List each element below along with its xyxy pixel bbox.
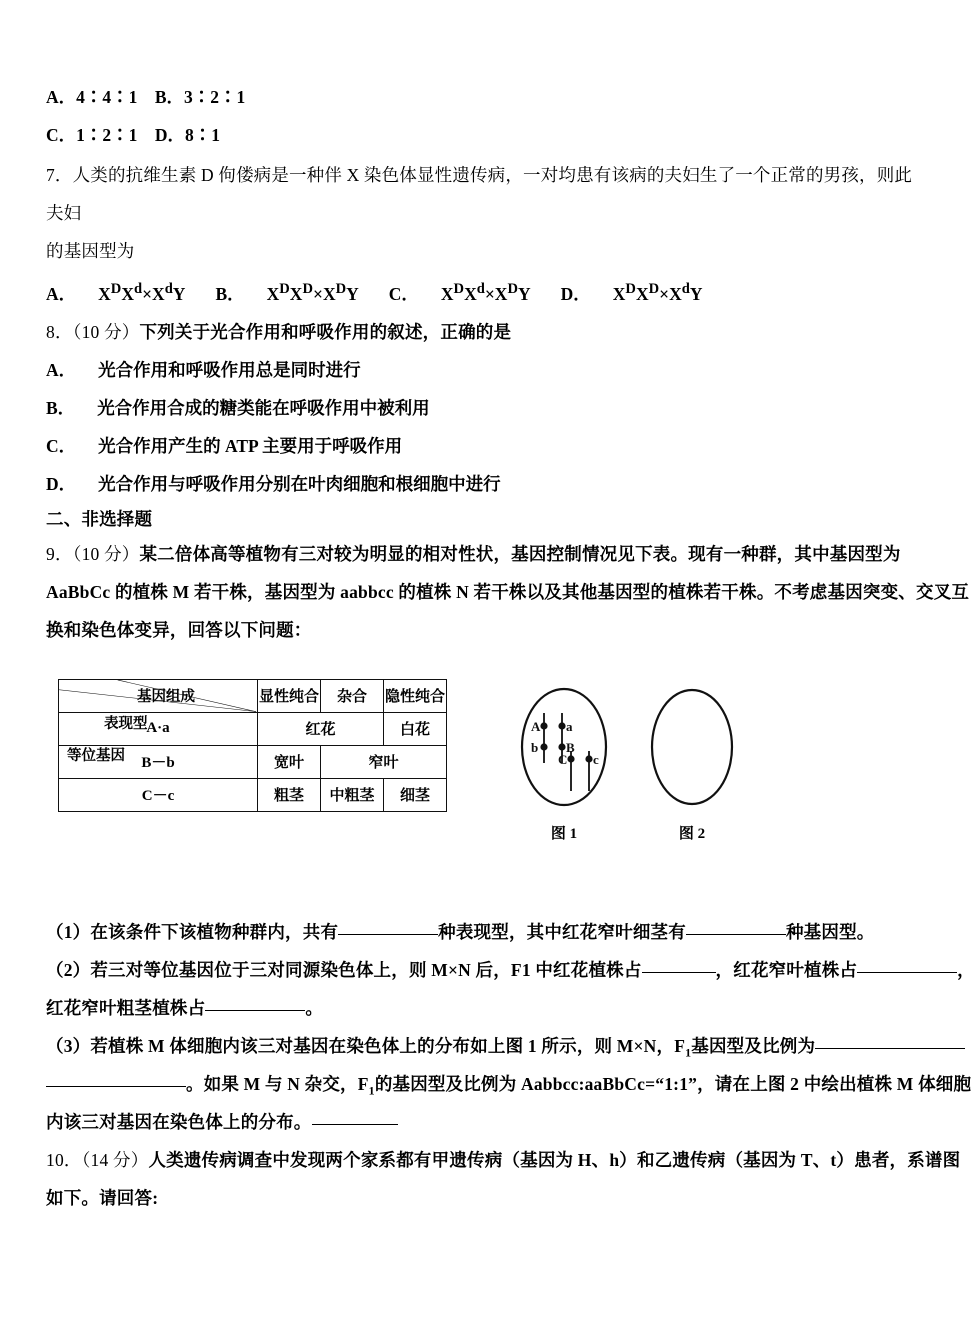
question10-score: （14 分）: [81, 1149, 149, 1170]
question9-sub-2-line-2: [46, 989, 912, 1027]
table-corner-label-gene: 基因组成: [137, 688, 195, 705]
question8-option-c: [46, 427, 912, 465]
answer-blank[interactable]: [205, 1010, 305, 1011]
question7-option-b-label: B．: [215, 283, 245, 304]
question9-number: 9．: [46, 543, 73, 564]
table-row-allele-c: C－c: [59, 778, 258, 811]
question9-stem-text-2a: 的植株 M 若干株，基因型为: [110, 581, 341, 602]
table-col-header-heterozygous: 杂合: [321, 679, 384, 712]
question9-sub3-line2-part1: 。如果 M 与 N 杂交，F: [186, 1073, 369, 1094]
question8-option-b-text: 光合作用合成的糖类能在呼吸作用中被利用: [97, 397, 430, 418]
question10-stem-line-2: 如下。请回答:: [46, 1187, 159, 1208]
table-cell-thick-stem: 粗茎: [258, 778, 321, 811]
table-cell-red-flower: 红花: [258, 712, 384, 745]
question9-sub-3-line-3: [46, 1103, 912, 1141]
question7-number: 7．: [46, 165, 73, 185]
question8-stem-text: 下列关于光合作用和呼吸作用的叙述，正确的是: [139, 321, 512, 342]
question8-number: 8．: [46, 321, 73, 342]
gene-phenotype-table: [58, 679, 447, 812]
question9-sub-3-line-1: [46, 1027, 912, 1065]
question6-option-line-1: A．4∶4∶1 B．3∶2∶1: [46, 87, 246, 107]
question9-sub1-suffix: 种基因型。: [785, 921, 875, 942]
question8-stem: [46, 313, 912, 351]
question8-option-c-text: 光合作用产生的 ATP 主要用于呼吸作用: [98, 435, 403, 456]
svg-text:C: C: [558, 751, 568, 767]
page-content: [46, 78, 975, 1217]
question8-option-d: [46, 465, 912, 503]
question9-sub-3-line-2: [46, 1065, 972, 1103]
question7-option-a-label: A．: [46, 283, 77, 304]
question7-options: [46, 270, 912, 313]
table-row-allele-a: A·a: [59, 712, 258, 745]
answer-blank[interactable]: [686, 934, 786, 935]
question9-sub2-part3: ，: [957, 959, 975, 980]
question7-stem: [46, 156, 912, 232]
question9-figure-area: [46, 663, 912, 913]
question8-option-a-label: A．: [46, 359, 77, 380]
diagram-1-caption: 图 1: [550, 825, 578, 842]
question6-option-line-2: C．1∶2∶1 D．8∶1: [46, 125, 221, 145]
question9-sub2-part2: ，红花窄叶植株占: [715, 959, 858, 980]
question7-option-c-genotype: $X^DX^d\times X^DY$: [440, 281, 531, 304]
diagram-1: [516, 685, 612, 843]
answer-blank[interactable]: [815, 1048, 965, 1049]
question8-option-b: [46, 389, 912, 427]
answer-blank[interactable]: [312, 1124, 398, 1125]
question10-number: 10．: [46, 1149, 82, 1170]
question9-stem-text-2b: 的植株 N 若干株以及其他基因型的植株若干株。不考虑基因突变、交叉互: [393, 581, 970, 602]
question8-option-d-text: 光合作用与呼吸作用分别在叶肉细胞和根细胞中进行: [98, 473, 501, 494]
question9-sub3-line2-part2: 的基因型及比例为 Aabbcc:aaBbCc=“1:1”，请在上图 2 中绘出植株 M 体细胞: [374, 1073, 972, 1094]
genotype-M: AaBbCc: [46, 581, 111, 602]
question9-sub1-middle: 种表现型，其中红花窄叶细茎有: [438, 921, 686, 942]
question7-stem-line-2: 的基因型为: [46, 241, 135, 261]
question9-sub-2-line-1: [46, 951, 975, 989]
question9-sub2-line2-prefix: 红花窄叶粗茎植株占: [46, 997, 206, 1018]
table-cell-white-flower: 白花: [384, 712, 447, 745]
question9-sub2-line2-suffix: 。: [305, 997, 324, 1018]
question8-option-a: [46, 351, 912, 389]
question7-option-d-label: D．: [560, 283, 591, 304]
svg-text:c: c: [593, 751, 599, 767]
table-cell-broad-leaf: 宽叶: [258, 745, 321, 778]
question8-option-c-label: C．: [46, 435, 77, 456]
question9-sub-1: [46, 913, 912, 951]
question9-stem-line-2: [46, 573, 970, 611]
table-cell-thin-stem: 细茎: [384, 778, 447, 811]
question8-option-d-label: D．: [46, 473, 77, 494]
diagram-2[interactable]: [644, 685, 740, 843]
answer-blank[interactable]: [857, 972, 957, 973]
question10-stem-text-1: 人类遗传病调查中发现两个家系都有甲遗传病（基因为 H、h）和乙遗传病（基因为 T、t）患者，系谱图: [148, 1149, 961, 1170]
question9-sub1-prefix: （1）在该条件下该植物种群内，共有: [46, 921, 339, 942]
question7-option-d-genotype: $X^DX^D\times X^dY$: [612, 281, 703, 304]
f1-subscript: 1: [685, 1045, 692, 1060]
question9-sub2-part1: （2）若三对等位基因位于三对同源染色体上，则 M×N 后，F1 中红花植株占: [46, 959, 642, 980]
table-corner-label-allele: 等位基因: [67, 747, 125, 764]
cell-chromosome-diagram-1-icon: [516, 685, 612, 815]
f1-subscript: 1: [368, 1083, 375, 1098]
table-header-row: [59, 679, 447, 712]
diagram-2-caption: 图 2: [678, 825, 706, 842]
table-col-header-dominant-homozygous: 显性纯合: [258, 679, 321, 712]
svg-text:b: b: [531, 739, 539, 755]
question9-stem-text-1: 某二倍体高等植物有三对较为明显的相对性状，基因控制情况见下表。现有一种群，其中基因型为: [139, 543, 901, 564]
question7-option-b-genotype: $X^DX^D\times X^DY$: [266, 281, 359, 304]
question9-stem-line-3: 换和染色体变异，回答以下问题：: [46, 619, 312, 640]
genotype-N: aabbcc: [340, 581, 394, 602]
table-cell-narrow-leaf: 窄叶: [321, 745, 447, 778]
question9-sub3-part2: 基因型及比例为: [691, 1035, 816, 1056]
table-corner-label-phenotype: 表现型: [104, 715, 148, 732]
table-row: [59, 778, 447, 811]
svg-text:A: A: [531, 718, 541, 734]
section-2-heading: 二、非选择题: [46, 508, 153, 529]
question8-option-a-text: 光合作用和呼吸作用总是同时进行: [98, 359, 361, 380]
question9-score: （10 分）: [72, 543, 140, 564]
cell-empty-diagram-2-icon[interactable]: [644, 685, 740, 815]
answer-blank[interactable]: [46, 1086, 186, 1087]
question7-option-a-genotype: $X^DX^d\times X^dY$: [98, 281, 186, 304]
question9-sub3-line3-part1: 内该三对基因在染色体上的分布。: [46, 1111, 312, 1132]
answer-blank[interactable]: [642, 972, 716, 973]
question8-option-b-label: B．: [46, 397, 76, 418]
question10-stem-line-1: [46, 1141, 961, 1179]
question7-stem-line-1: 人类的抗维生素 D 佝偻病是一种伴 X 染色体显性遗传病，一对均患有该病的夫妇生了一个正常的男孩，则此夫妇: [46, 165, 913, 223]
question9-stem-line-1: [46, 535, 912, 573]
table-cell-medium-stem: 中粗茎: [321, 778, 384, 811]
table-row-allele-b: B－b: [59, 745, 258, 778]
svg-text:B: B: [566, 739, 575, 755]
table-col-header-recessive-homozygous: 隐性纯合: [384, 679, 447, 712]
answer-blank[interactable]: [338, 934, 438, 935]
question7-option-c-label: C．: [388, 283, 419, 304]
question8-score: （10 分）: [72, 321, 140, 342]
svg-text:a: a: [566, 718, 573, 734]
question9-sub3-part1: （3）若植株 M 体细胞内该三对基因在染色体上的分布如上图 1 所示，则 M×N，F: [46, 1035, 686, 1056]
